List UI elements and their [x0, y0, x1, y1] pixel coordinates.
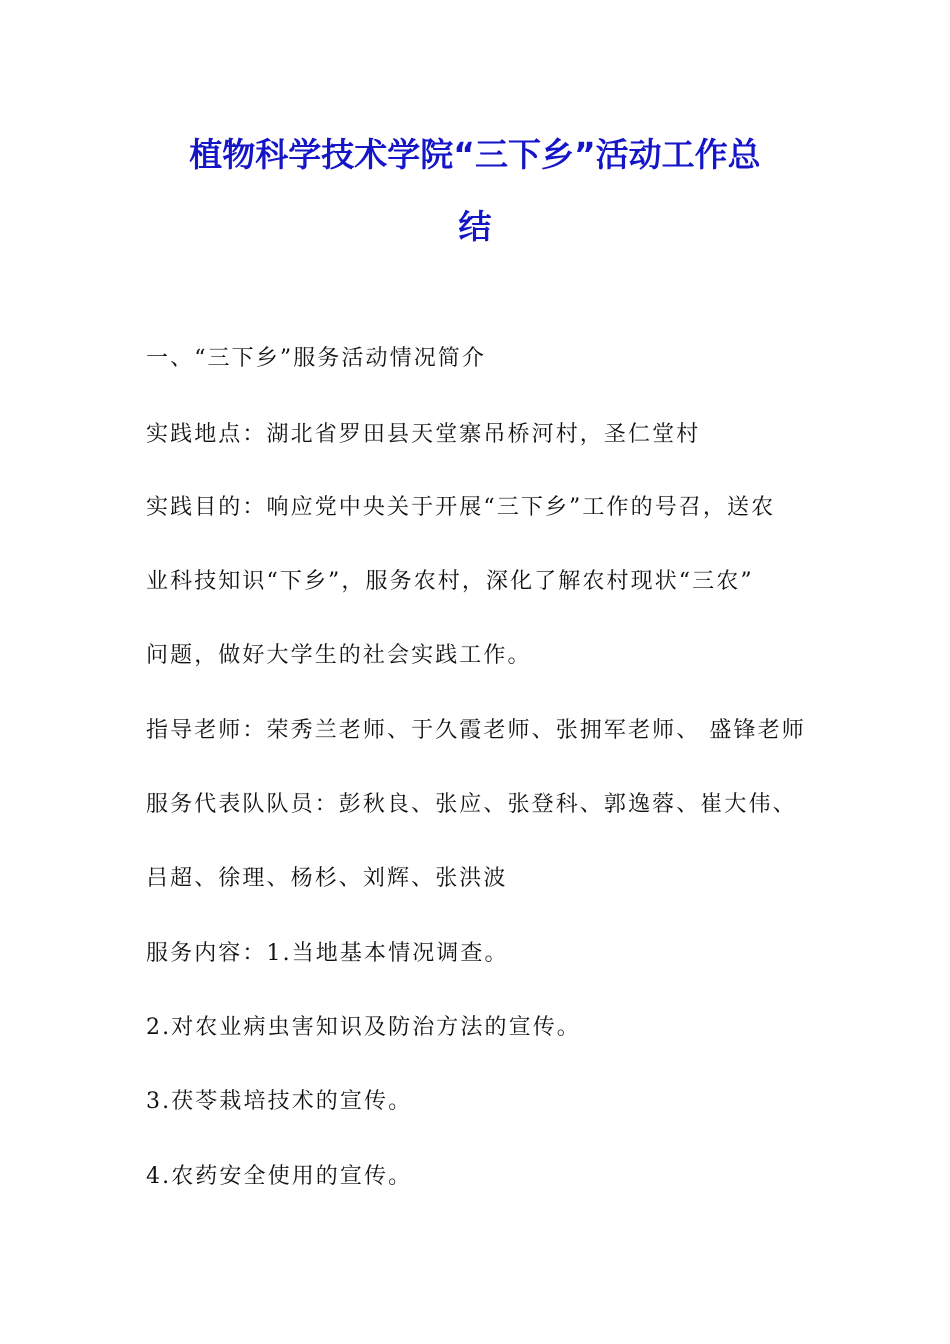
practice-purpose-line-3: 问题，做好大学生的社会实践工作。: [146, 643, 532, 668]
service-content-1: 服务内容：1.当地基本情况调查。: [146, 941, 509, 966]
service-content-3: 3.茯苓栽培技术的宣传。: [146, 1089, 413, 1114]
practice-location: 实践地点：湖北省罗田县天堂寨吊桥河村，圣仁堂村: [146, 422, 701, 447]
document-title-line-1: 植物科学技术学院“三下乡”活动工作总: [189, 135, 761, 174]
practice-purpose-line-1: 实践目的：响应党中央关于开展“三下乡”工作的号召，送农: [146, 495, 776, 520]
section-heading: 一、“三下乡”服务活动情况简介: [146, 346, 486, 371]
service-content-2: 2.对农业病虫害知识及防治方法的宣传。: [146, 1015, 581, 1040]
document-title-line-2: 结: [458, 207, 492, 246]
advisors: 指导老师：荣秀兰老师、于久霞老师、张拥军老师、 盛锋老师: [146, 718, 806, 743]
team-members-line-2: 吕超、徐理、杨杉、刘辉、张洪波: [146, 866, 508, 891]
team-members-line-1: 服务代表队队员：彭秋良、张应、张登科、郭逸蓉、崔大伟、: [146, 792, 797, 817]
practice-purpose-line-2: 业科技知识“下乡”，服务农村，深化了解农村现状“三农”: [146, 569, 754, 594]
service-content-4: 4.农药安全使用的宣传。: [146, 1164, 413, 1189]
